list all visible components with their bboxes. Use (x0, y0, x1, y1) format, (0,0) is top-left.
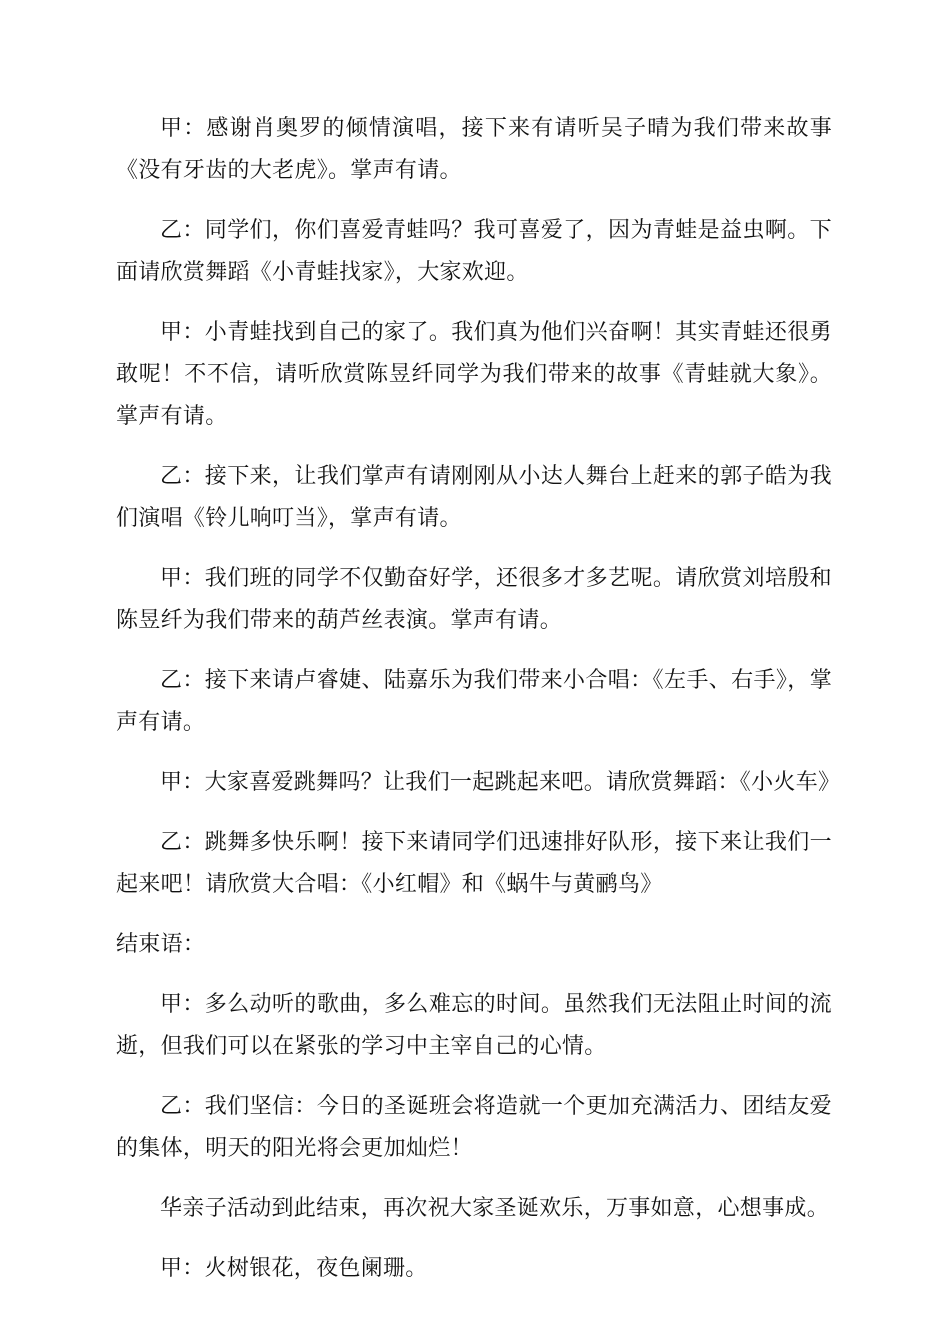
paragraph-host-b-chorus: 乙：跳舞多快乐啊！接下来请同学们迅速排好队形，接下来让我们一起来吧！请欣赏大合唱：《小红帽》和《蜗牛与黄鹂鸟》 (116, 830, 832, 897)
paragraph-host-a-train-dance: 甲：大家喜爱跳舞吗？让我们一起跳起来吧。请欣赏舞蹈：《小火车》 (160, 770, 841, 795)
paragraph-host-b-duet: 乙：接下来请卢睿婕、陆嘉乐为我们带来小合唱：《左手、右手》，掌声有请。 (116, 668, 832, 735)
paragraph-host-b-closing: 乙：我们坚信：今日的圣诞班会将造就一个更加充满活力、团结友爱的集体，明天的阳光将会更加灿烂！ (116, 1094, 832, 1161)
section-heading-closing: 结束语： (116, 932, 206, 957)
paragraph-host-b-jingle-bells: 乙：接下来，让我们掌声有请刚刚从小达人舞台上赶来的郭子皓为我们演唱《铃儿响叮当》，掌声有请。 (116, 464, 832, 531)
paragraph-host-a-intro-story: 甲：感谢肖奥罗的倾情演唱，接下来有请听吴子晴为我们带来故事《没有牙齿的大老虎》。掌声有请。 (116, 116, 832, 183)
paragraph-host-a-frog-story: 甲：小青蛙找到自己的家了。我们真为他们兴奋啊！其实青蛙还很勇敢呢！不不信，请听欣赏陈昱纤同学为我们带来的故事《青蛙就大象》。掌声有请。 (116, 320, 832, 429)
paragraph-host-a-hulusi: 甲：我们班的同学不仅勤奋好学，还很多才多艺呢。请欣赏刘培殷和陈昱纤为我们带来的葫芦丝表演。掌声有请。 (116, 566, 832, 633)
paragraph-farewell: 华亲子活动到此结束，再次祝大家圣诞欢乐，万事如意，心想事成。 (160, 1196, 830, 1221)
paragraph-host-a-closing: 甲：多么动听的歌曲，多么难忘的时间。虽然我们无法阻止时间的流逝，但我们可以在紧张的学习中主宰自己的心情。 (116, 992, 832, 1059)
paragraph-host-a-final: 甲：火树银花，夜色阑珊。 (160, 1256, 428, 1281)
document-body (116, 108, 841, 1308)
paragraph-host-b-frog-dance: 乙：同学们，你们喜爱青蛙吗？我可喜爱了，因为青蛙是益虫啊。下面请欣赏舞蹈《小青蛙找家》，大家欢迎。 (116, 218, 832, 285)
